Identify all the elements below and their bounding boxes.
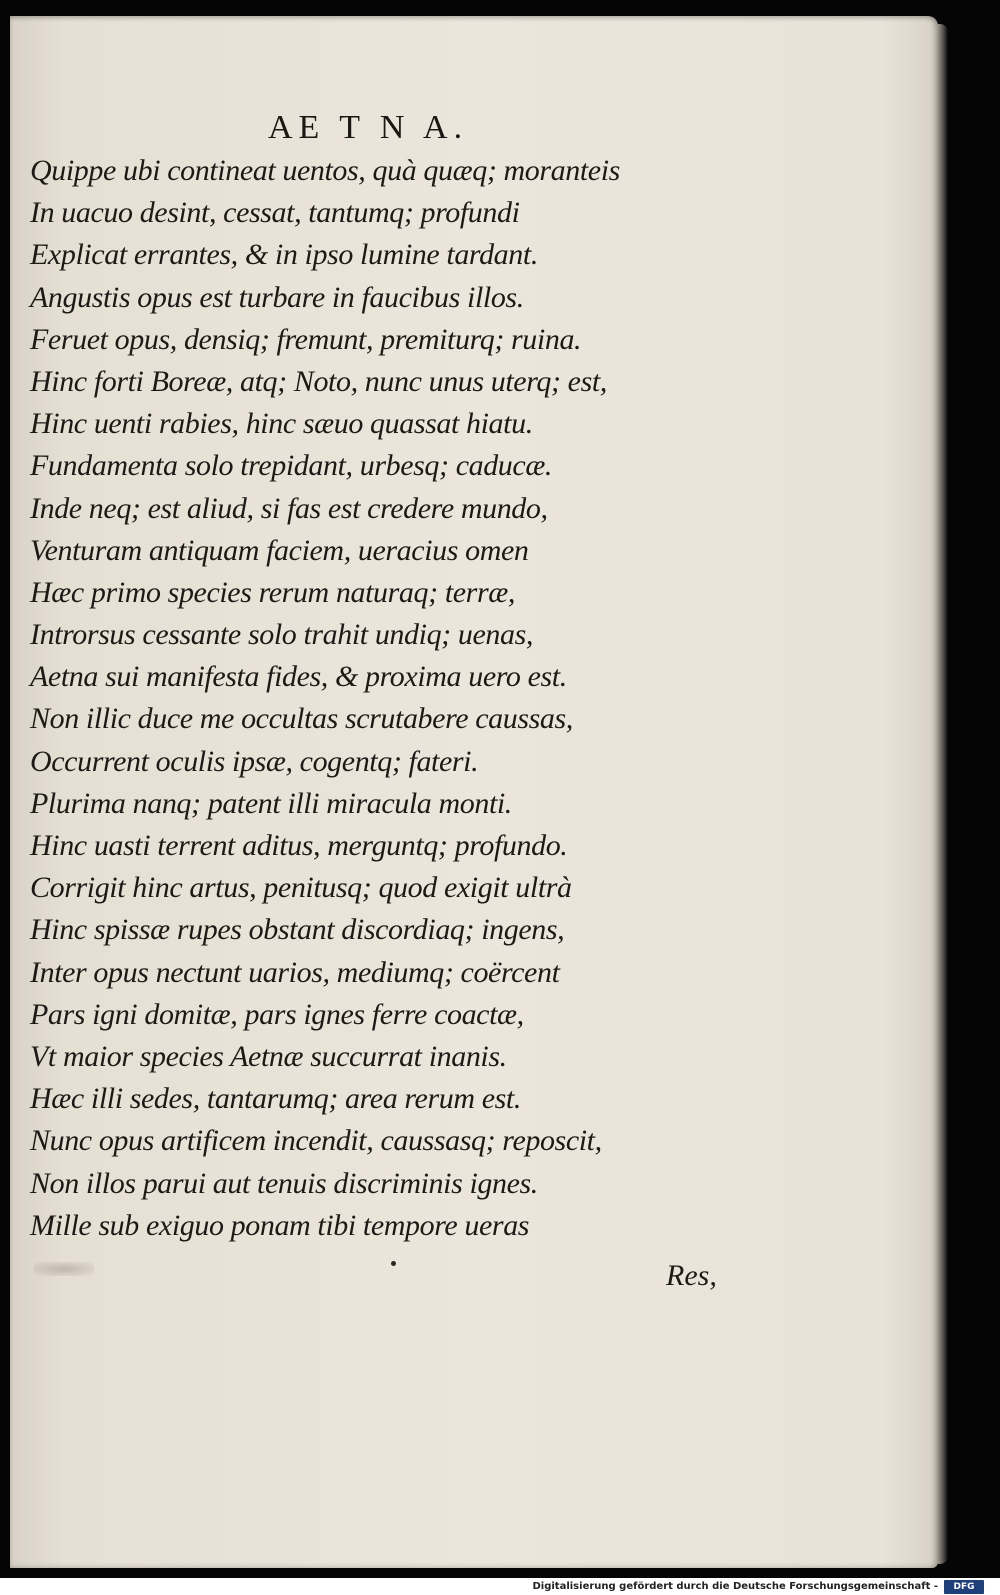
verse-line: Mille sub exiguo ponam tibi tempore ueras	[30, 1208, 530, 1242]
dfg-logo-icon[interactable]: DFG	[944, 1580, 984, 1594]
verse-line: Hinc uenti rabies, hinc sæuo quassat hiatu.	[30, 407, 533, 441]
verse-line: Plurima nanq; patent illi miracula monti.	[30, 786, 512, 820]
verse-line: Hæc illi sedes, tantarumq; area rerum est.	[30, 1082, 521, 1116]
verse-line: Fundamenta solo trepidant, urbesq; caducæ.	[30, 449, 553, 483]
verse-line: Explicat errantes, & in ipso lumine tardant.	[30, 238, 538, 272]
page-edge	[938, 24, 948, 1564]
verse-line: Hinc forti Boreæ, atq; Noto, nunc unus uterq; est,	[30, 364, 607, 398]
verse-line: Occurrent oculis ipsæ, cogentq; fateri.	[30, 744, 479, 778]
verse-line: Hinc uasti terrent aditus, merguntq; profundo.	[30, 829, 568, 862]
funding-credit: Digitalisierung gefördert durch die Deutsche Forschungsgemeinschaft -	[532, 1581, 938, 1592]
verse-line: Inde neq; est aliud, si fas est credere mundo,	[30, 491, 548, 525]
verse-line: Feruet opus, densiq; fremunt, premiturq; ruina.	[30, 322, 582, 356]
verse-line: Aetna sui manifesta fides, & proxima uero est.	[30, 660, 567, 694]
verse-line: Hæc primo species rerum naturaq; terræ,	[30, 575, 515, 609]
verse-line: Nunc opus artificem incendit, caussasq; reposcit,	[30, 1124, 602, 1158]
verse-line: Non illos parui aut tenuis discriminis ignes.	[30, 1166, 538, 1200]
running-head: AE T N A.	[268, 109, 469, 146]
verse-line: Corrigit hinc artus, penitusq; quod exigit ultrà	[30, 871, 572, 905]
verse-line: Pars igni domitæ, pars ignes ferre coactæ,	[30, 997, 524, 1031]
verse-line: Quippe ubi contineat uentos, quà quæq; moranteis	[30, 154, 620, 187]
verse-line: Inter opus nectunt uarios, mediumq; coërcent	[30, 955, 560, 989]
verse-line: Non illic duce me occultas scrutabere caussas,	[30, 702, 573, 736]
verse-line: In uacuo desint, cessat, tantumq; profundi	[30, 196, 520, 230]
verse-line: Introrsus cessante solo trahit undiq; uenas,	[30, 618, 533, 652]
ink-smudge	[34, 1262, 94, 1276]
ink-speck	[391, 1261, 396, 1266]
verse-line: Angustis opus est turbare in faucibus illos.	[30, 280, 524, 314]
verse-line: Vt maior species Aetnæ succurrat inanis.	[30, 1039, 507, 1073]
verse-line: Hinc spissæ rupes obstant discordiaq; ingens,	[30, 913, 565, 947]
verse-list	[30, 150, 730, 1247]
catchword: Res,	[666, 1259, 717, 1292]
verse-line: Venturam antiquam faciem, ueracius omen	[30, 533, 529, 567]
